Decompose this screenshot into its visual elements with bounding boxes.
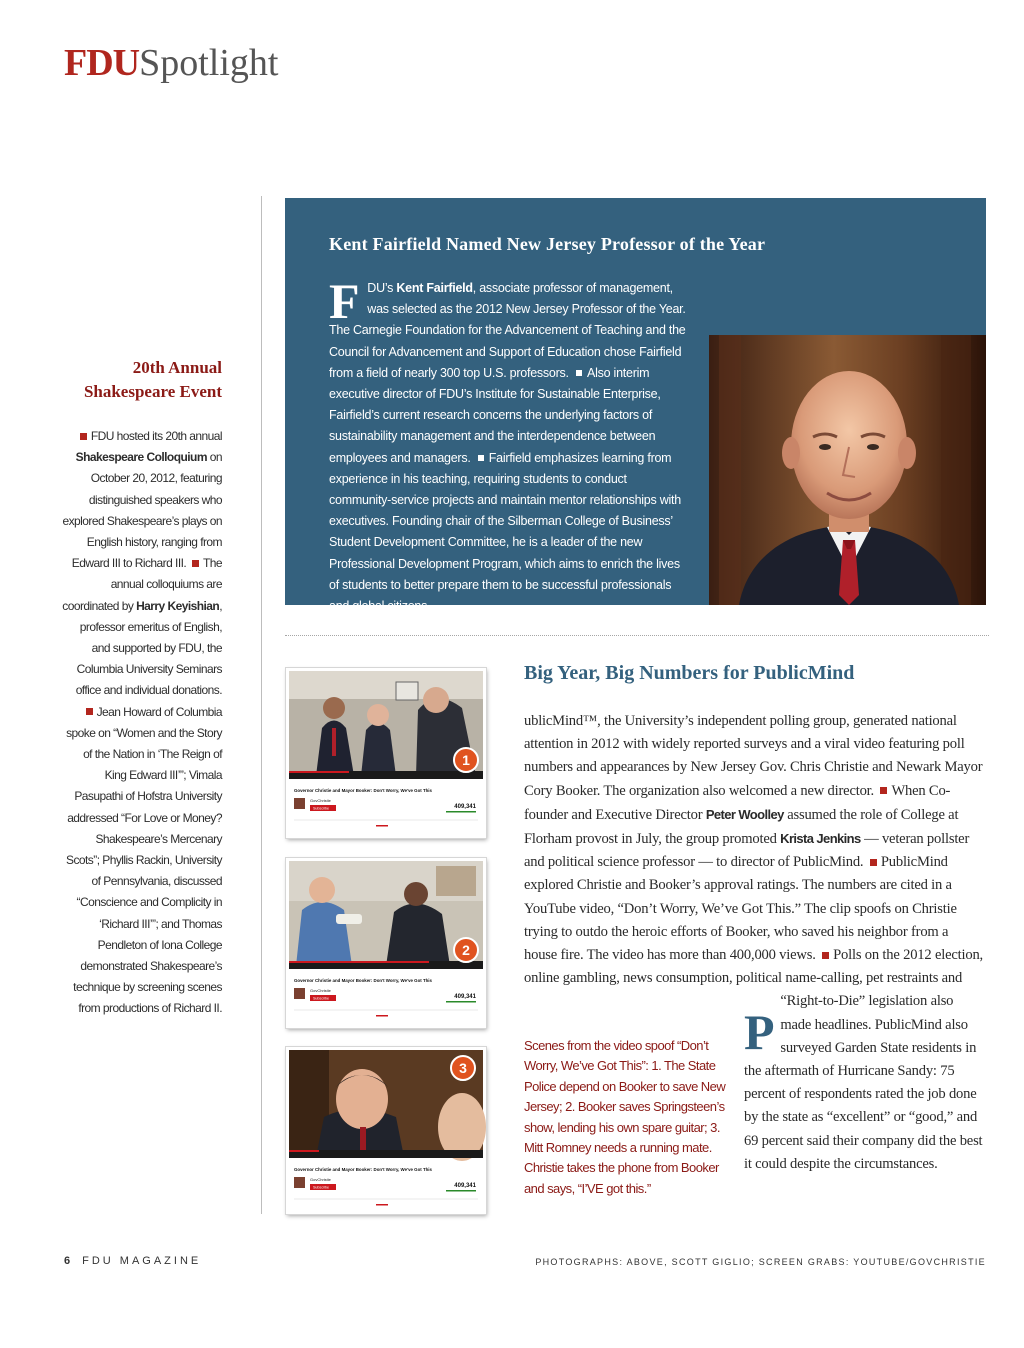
- photo-caption: Scenes from the video spoof “Don’t Worry, We’ve Got This”: 1. The State Police depend on Booker to save New Jersey; 2. Booker saves Springsteen’s show, lending his own spare guitar; 3. Mitt Romney needs a running mate. Christie takes the phone from Booker and says, “I’VE got this.”: [524, 1038, 726, 1196]
- scene-badge-2-label: 2: [462, 942, 470, 958]
- feature-box-kent-fairfield: [285, 198, 986, 614]
- sidebar-title-line2: Shakespeare Event: [83, 382, 222, 401]
- subscribe-label-1: Subscribe: [313, 806, 329, 811]
- bullet-square: [86, 708, 93, 715]
- sidebar-p2-c: , professor emeritus of English, and supported by FDU, the Columbia University Seminars office and individual donations.: [75, 598, 222, 698]
- sidebar-p2-a: The annual colloquiums are coordinated by: [62, 556, 222, 613]
- article-p-d: assumed the role of College at Florham provost in July, the group promoted: [524, 806, 959, 848]
- footer-folio: [64, 1255, 201, 1267]
- subscribe-label-2: Subscribe: [313, 996, 329, 1001]
- masthead-section: Spotlight: [139, 42, 279, 84]
- magazine-name: FDU MAGAZINE: [82, 1255, 202, 1267]
- drop-cap: F: [329, 273, 360, 329]
- video-title-2: Governor Christie and Mayor Booker: Don't Worry, We've Got This: [294, 978, 432, 983]
- portrait-photo-kent-fairfield: [709, 335, 986, 605]
- article-p-g: PublicMind explored Christie and Booker’s approval ratings. The numbers are cited in a YouTube video, “Don’t Worry, We’ve Got This.” The clip spoofs on Christie trying to outdo the heroic efforts of Booker, who saved his neighbor from a house fire. The video has more than 400,000 views.: [524, 854, 957, 964]
- feature-p-b: Kent Fairfield: [396, 281, 473, 295]
- video-title-1: Governor Christie and Mayor Booker: Don't Worry, We've Got This: [294, 788, 432, 793]
- sidebar-title-line1: 20th Annual: [132, 358, 222, 377]
- article-p-a: ublicMind™, the University’s independent polling group, generated national attention in 2012 with widely reported surveys and a viral video featuring poll numbers and appearances by New Jersey Gov. Chris Christie and Newark Mayor Cory Booker. The organization also welcomed a new director.: [524, 713, 983, 799]
- video-screenshot-1: [286, 668, 486, 838]
- feature-p-d: Also interim executive director of FDU’s Institute for Sustainable Enterprise, Fairfield’s current research concerns the underlying factors of sustainability management and the interdependence between employees and managers.: [329, 365, 661, 465]
- scene-badge-1-label: 1: [462, 752, 470, 768]
- video-screenshot-3: [286, 1047, 486, 1214]
- channel-name-1: GovChristie: [310, 798, 331, 803]
- article-p-c: Peter Woolley: [705, 806, 784, 822]
- drop-cap: P: [744, 1004, 775, 1060]
- sidebar-title: [62, 356, 222, 404]
- bullet-square: [192, 560, 199, 567]
- scene-badge-3-label: 3: [459, 1060, 467, 1076]
- feature-p-a: DU’s: [367, 281, 397, 295]
- sidebar-shakespeare: [62, 356, 222, 1020]
- sidebar-p3: Jean Howard of Columbia spoke on “Women and the Story of the Nation in ‘The Reign of King Edward III’”; Vimala Pasupathi of Hofstra University addressed “For Love or Money? Shakespeare’s Mercenary Scots”; Phyllis Rackin, University of Pennsylvania, discussed “Conscience and Complicity in ‘Richard III’”; and Thomas Pendleton of Iona College demonstrated Shakespeare’s technique by screening scenes from productions of Richard II.: [65, 704, 222, 1016]
- sidebar-body: [62, 426, 222, 1020]
- channel-name-3: GovChristie: [310, 1177, 331, 1182]
- masthead-brand: FDU: [64, 42, 140, 84]
- article-p-b: When Co-founder and Executive Director: [524, 782, 951, 823]
- article-p-e: Krista Jenkins: [780, 831, 861, 847]
- bullet-square: [822, 952, 829, 959]
- feature-title: Kent Fairfield Named New Jersey Professor of the Year: [329, 234, 766, 254]
- bullet-square: [478, 455, 484, 461]
- sidebar-p1-c: on October 20, 2012, featuring distinguished speakers who explored Shakespeare’s plays on English history, ranging from Edward III to Richard III.: [62, 450, 222, 571]
- article-title-publicmind: Big Year, Big Numbers for PublicMind: [524, 662, 855, 684]
- channel-name-2: GovChristie: [310, 988, 331, 993]
- channel-avatar-1: [294, 798, 305, 809]
- channel-avatar-3: [294, 1177, 305, 1188]
- bullet-square: [80, 433, 87, 440]
- feature-p-c: , associate professor of management, was selected as the 2012 New Jersey Professor of the Year. The Carnegie Foundation for the Advancement of Teaching and the Council for Advancement and Support of Education chose Fairfield from a field of nearly 300 top U.S. professors.: [329, 281, 686, 380]
- video-screenshot-2: [286, 858, 486, 1028]
- page-number: 6: [64, 1255, 71, 1267]
- subscribe-label-3: Subscribe: [313, 1185, 329, 1190]
- view-count-1: 409,341: [454, 804, 476, 810]
- sidebar-p2-b: Harry Keyishian: [136, 598, 220, 613]
- channel-avatar-2: [294, 988, 305, 999]
- column-divider: [261, 196, 262, 1214]
- article-p-f: — veteran pollster and political science professor — to director of PublicMind.: [524, 831, 970, 871]
- photo-credits: PHOTOGRAPHS: ABOVE, SCOTT GIGLIO; SCREEN GRABS: YOUTUBE/GOVCHRISTIE: [535, 1257, 986, 1267]
- feature-p-e: Fairfield emphasizes learning from experience in his teaching, requiring students to conduct community-service projects and maintain mentor relationships with executives. Founding chair of the Silberman College of Business’ Student Development Committee, he is a leader of the new Professional Development Program, which aims to enrich the lives of students to better prepare them to be successful professionals and global citizens.: [329, 450, 681, 614]
- sidebar-p1-a: FDU hosted its 20th annual: [90, 429, 222, 443]
- view-count-2: 409,341: [454, 994, 476, 1000]
- sidebar-p1-b: Shakespeare Colloquium: [75, 450, 207, 465]
- bullet-square: [576, 370, 582, 376]
- article-p-h: Polls on the 2012 election, online gambling, news consumption, political name-calling, pet restraints and “Right-to-Die” legislation also made headlines. PublicMind also surveyed Garden State residents in the aftermath of Hurricane Sandy: 75 percent of respondents rated the job done by the state as “excellent” or “good,” and 69 percent said their company did the best it could despite the circumstances.: [524, 947, 983, 1172]
- bullet-square: [880, 787, 887, 794]
- bullet-square: [870, 859, 877, 866]
- video-title-3: Governor Christie and Mayor Booker: Don't Worry, We've Got This: [294, 1167, 432, 1172]
- masthead: [64, 44, 278, 82]
- section-divider: [285, 635, 989, 636]
- view-count-3: 409,341: [454, 1183, 476, 1189]
